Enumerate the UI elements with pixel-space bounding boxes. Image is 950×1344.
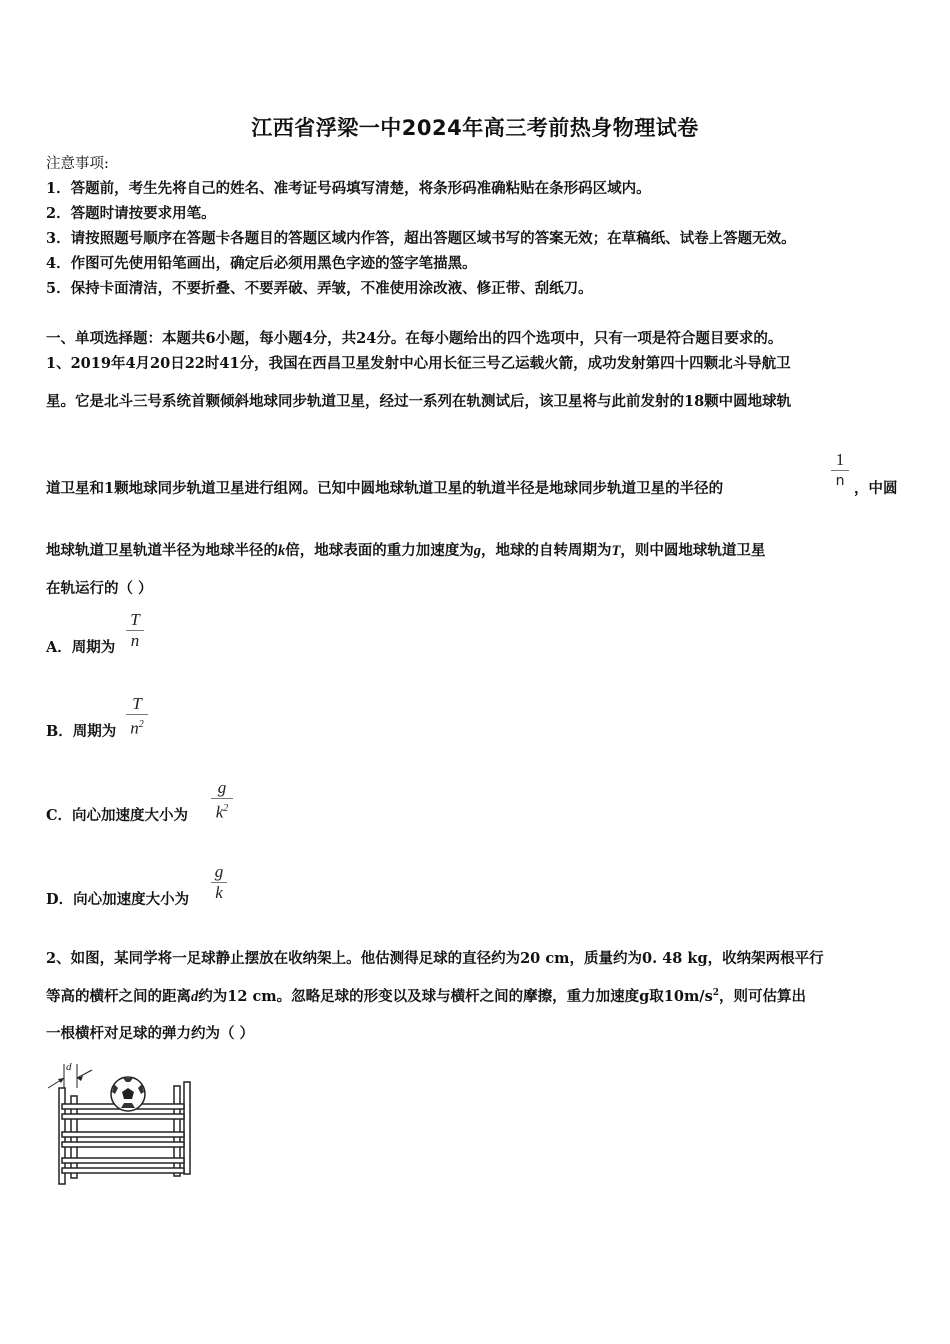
figure-d-label: d <box>66 1061 72 1073</box>
notice-item: 2．答题时请按要求用笔。 <box>46 205 216 222</box>
option-a-label[interactable]: A．周期为 <box>46 639 116 656</box>
q1-line: 1、2019年4月20日22时41分，我国在西昌卫星发射中心用长征三号乙运载火箭，成功发射第四十四颗北斗导航卫 <box>46 355 791 372</box>
var-T: T <box>611 543 621 559</box>
notice-item: 4．作图可先使用铅笔画出，确定后必须用黑色字迹的签字笔描黑。 <box>46 255 477 272</box>
var-g: g <box>473 543 481 559</box>
q1-line-tail: ，中圆 <box>854 480 898 497</box>
q2-line: 一根横杆对足球的弹力约为（ ） <box>46 1025 255 1042</box>
var-d: d <box>191 989 199 1005</box>
notice-item: 1．答题前，考生先将自己的姓名、准考证号码填写清楚，将条形码准确粘贴在条形码区域内。 <box>46 180 651 197</box>
option-d-label[interactable]: D．向心加速度大小为 <box>46 891 190 908</box>
q2-line: 2、如图，某同学将一足球静止摆放在收纳架上。他估测得足球的直径约为20 cm，质量约为0. 48 kg，收纳架两根平行 <box>46 950 824 967</box>
fraction-1-over-n: 1 n <box>830 450 850 491</box>
option-a-fraction: T n <box>125 610 145 651</box>
notice-item: 3．请按照题号顺序在答题卡各题目的答题区域内作答，超出答题区域书写的答案无效；在草稿纸、试卷上答题无效。 <box>46 230 796 247</box>
q1-line: 道卫星和1颗地球同步轨道卫星进行组网。已知中圆地球轨道卫星的轨道半径是地球同步轨道卫星的半径的 <box>46 480 724 497</box>
rack-post <box>184 1082 190 1174</box>
shoe-rack-figure <box>44 1058 204 1188</box>
option-d-fraction: g k <box>210 862 228 903</box>
option-b-label[interactable]: B．周期为 <box>46 723 117 740</box>
section-heading: 一、单项选择题：本题共6小题，每小题4分，共24分。在每小题给出的四个选项中，只有一项是符合题目要求的。 <box>46 330 783 347</box>
soccer-ball-icon <box>111 1077 145 1111</box>
option-b-fraction: T $n^2$ <box>125 694 149 739</box>
page-title: 江西省浮梁一中2024年高三考前热身物理试卷 <box>251 116 699 140</box>
option-c-label[interactable]: C．向心加速度大小为 <box>46 807 189 824</box>
option-c-fraction: g $k^2$ <box>210 778 234 823</box>
notice-item: 5．保持卡面清洁，不要折叠、不要弄破、弄皱，不准使用涂改液、修正带、刮纸刀。 <box>46 280 593 297</box>
var-k: k <box>278 543 286 559</box>
q1-line: 地球轨道卫星轨道半径为地球半径的k倍，地球表面的重力加速度为g，地球的自转周期为T，则中圆地球轨道卫星 <box>46 542 766 559</box>
notice-heading: 注意事项: <box>46 156 109 172</box>
q2-line: 等高的横杆之间的距离d约为12 cm。忽略足球的形变以及球与横杆之间的摩擦，重力加速度g取$10m/s^2$，则可估算出 <box>46 988 807 1005</box>
q1-line: 星。它是北斗三号系统首颗倾斜地球同步轨道卫星，经过一系列在轨测试后，该卫星将与此前发射的18颗中圆地球轨 <box>46 393 792 410</box>
rack-shelves <box>62 1104 184 1173</box>
q1-line: 在轨运行的（ ） <box>46 580 153 597</box>
